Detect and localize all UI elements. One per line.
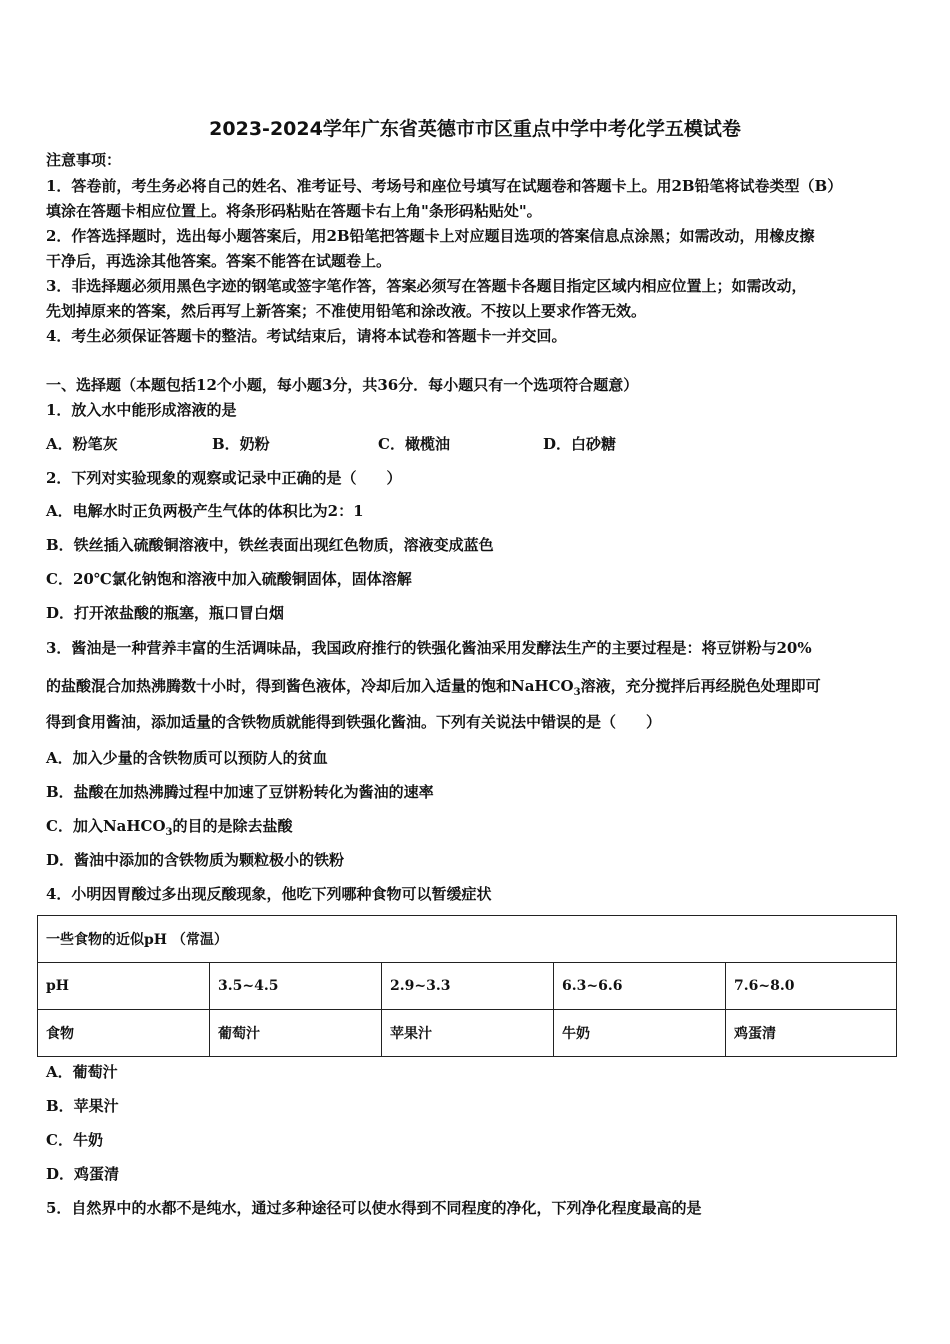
q4-stem: 4．小明因胃酸过多出现反酸现象，他吃下列哪种食物可以暂缓症状 [46,885,492,903]
q3-option-a: A．加入少量的含铁物质可以预防人的贫血 [46,749,328,767]
q3-stem-line2: 的盐酸混合加热沸腾数十小时，得到酱色液体，冷却后加入适量的饱和NaHCO$_3$溶液，充分搅拌后再经脱色处理即可 [46,677,821,698]
table-row [38,916,897,963]
q3-stem-line3: 得到食用酱油，添加适量的含铁物质就能得到铁强化酱油。下列有关说法中错误的是（ ） [46,713,662,731]
table-caption: 一些食物的近似pH （常温） [38,916,897,963]
page-title: 2023-2024学年广东省英德市市区重点中学中考化学五模试卷 [209,118,741,140]
q2-option-c: C．20℃氯化钠饱和溶液中加入硫酸铜固体，固体溶解 [46,570,412,588]
table-cell: 6.3~6.6 [554,963,726,1010]
notice-line: 2．作答选择题时，选出每小题答案后，用2B铅笔把答题卡上对应题目选项的答案信息点涂黑；如需改动，用橡皮擦 [46,227,815,245]
notice-line: 先划掉原来的答案，然后再写上新答案；不准使用铅笔和涂改液。不按以上要求作答无效。 [46,302,647,320]
q1-option-d: D．白砂糖 [543,435,617,453]
q4-option-c: C．牛奶 [46,1131,103,1149]
q1-stem: 1．放入水中能形成溶液的是 [46,401,237,419]
notice-line: 3．非选择题必须用黑色字迹的钢笔或签字笔作答，答案必须写在答题卡各题目指定区域内相应位置上；如需改动， [46,277,807,295]
table-cell: 葡萄汁 [210,1010,382,1057]
table-cell: 牛奶 [554,1010,726,1057]
table-cell: 苹果汁 [382,1010,554,1057]
notice-heading: 注意事项： [46,151,122,169]
q1-option-c: C．橄榄油 [378,435,450,453]
q1-option-a: A．粉笔灰 [46,435,118,453]
section-heading: 一、选择题（本题包括12个小题，每小题3分，共36分．每小题只有一个选项符合题意） [46,376,639,394]
table-cell: 2.9~3.3 [382,963,554,1010]
q3-stem-line1: 3．酱油是一种营养丰富的生活调味品，我国政府推行的铁强化酱油采用发酵法生产的主要过程是：将豆饼粉与20% [46,639,812,657]
q4-option-d: D．鸡蛋清 [46,1165,120,1183]
q4-option-a: A．葡萄汁 [46,1063,118,1081]
notice-line: 干净后，再选涂其他答案。答案不能答在试题卷上。 [46,252,392,270]
q3-option-d: D．酱油中添加的含铁物质为颗粒极小的铁粉 [46,851,345,869]
notice-line: 填涂在答题卡相应位置上。将条形码粘贴在答题卡右上角"条形码粘贴处"。 [46,202,542,220]
q3-option-c: C．加入NaHCO$_3$的目的是除去盐酸 [46,817,293,838]
q5-stem: 5．自然界中的水都不是纯水，通过多种途径可以使水得到不同程度的净化，下列净化程度最高的是 [46,1199,702,1217]
table-cell: pH [38,963,210,1010]
q2-stem: 2．下列对实验现象的观察或记录中正确的是（ ） [46,469,402,487]
table-row [38,963,897,1010]
table-row [38,1010,897,1057]
table-cell: 食物 [38,1010,210,1057]
q2-option-b: B．铁丝插入硫酸铜溶液中，铁丝表面出现红色物质，溶液变成蓝色 [46,536,494,554]
table-cell: 7.6~8.0 [726,963,897,1010]
q2-option-a: A．电解水时正负两极产生气体的体积比为2：1 [46,502,364,520]
q1-option-b: B．奶粉 [212,435,270,453]
q3-option-b: B．盐酸在加热沸腾过程中加速了豆饼粉转化为酱油的速率 [46,783,434,801]
q4-option-b: B．苹果汁 [46,1097,119,1115]
table-cell: 3.5~4.5 [210,963,382,1010]
q2-option-d: D．打开浓盐酸的瓶塞，瓶口冒白烟 [46,604,285,622]
notice-line: 1．答卷前，考生务必将自己的姓名、准考证号、考场号和座位号填写在试题卷和答题卡上。用2B铅笔将试卷类型（B） [46,177,843,195]
ph-table [37,915,897,1057]
table-cell: 鸡蛋清 [726,1010,897,1057]
notice-line: 4．考生必须保证答题卡的整洁。考试结束后，请将本试卷和答题卡一并交回。 [46,327,567,345]
